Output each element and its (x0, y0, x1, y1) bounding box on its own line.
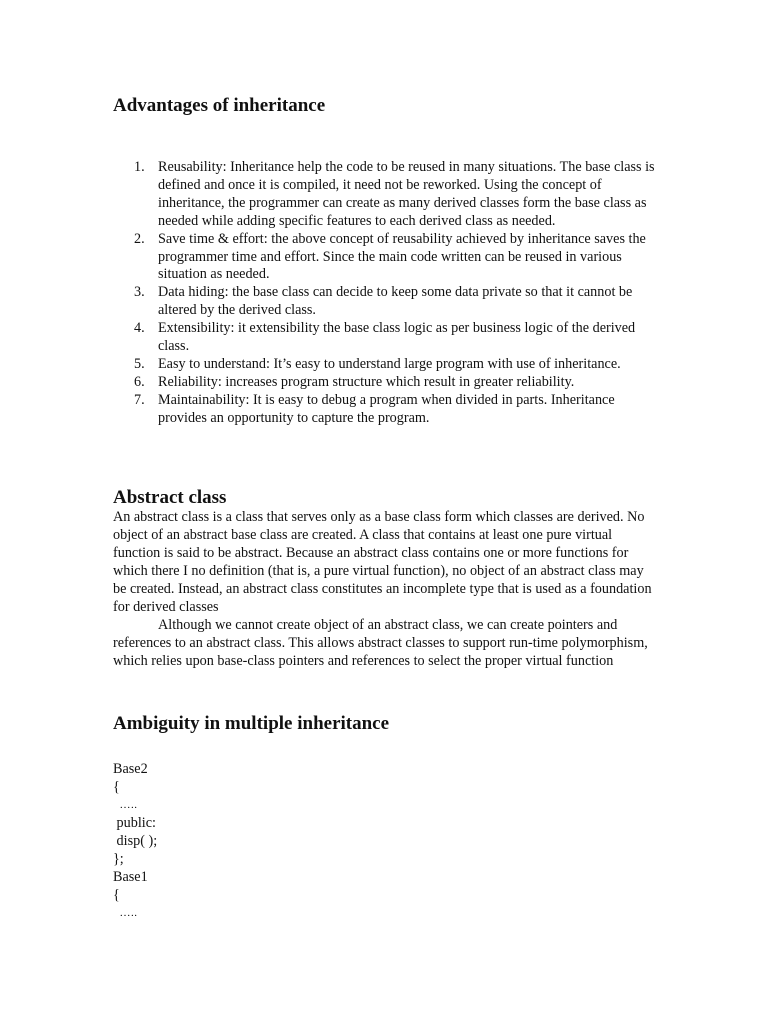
code-snippet (113, 760, 157, 922)
code-line: Base1 (113, 869, 148, 885)
abstract-paragraph-2: Although we cannot create object of an abstract class, we can create pointers and references to an abstract class. This allows abstract classes to support run-time polymorphism, which relies upon base-class pointers and references to select the proper virtual function (113, 617, 648, 669)
list-item (113, 392, 658, 428)
list-item-number: 1. (134, 159, 145, 175)
code-line: }; (113, 851, 124, 867)
heading-ambiguity-in-multiple-inheritance: Ambiguity in multiple inheritance (113, 713, 390, 734)
heading-abstract-class: Abstract class (113, 487, 227, 508)
list-item-text: Reliability: increases program structure which result in greater reliability. (158, 373, 575, 390)
list-item-number: 5. (134, 355, 145, 372)
list-item-number: 4. (134, 320, 145, 337)
list-item-number: 2. (134, 230, 145, 247)
list-item-text: Maintainability: It is easy to debug a program when divided in parts. Inheritance provides an opportunity to capture the program. (158, 391, 615, 426)
code-line: { (113, 887, 120, 903)
list-item (113, 284, 658, 320)
code-line: { (113, 779, 120, 795)
list-item (113, 374, 658, 392)
code-line: public: (113, 815, 156, 831)
code-line: disp( ); (113, 833, 158, 849)
list-item-text: Reusability: Inheritance help the code to be reused in many situations. The base class is defined and once it is compiled, it need not be reworked. Using the concept of inheritance, the programmer can create as many derived classes form the base class as needed while adding specific features to each derived class as needed. (158, 159, 655, 229)
list-item (113, 320, 658, 356)
list-item-number: 3. (134, 284, 145, 301)
code-line: ….. (113, 907, 138, 919)
list-item-text: Extensibility: it extensibility the base class logic as per business logic of the derived class. (158, 320, 636, 355)
code-line: ….. (113, 799, 138, 811)
list-item-text: Easy to understand: It’s easy to understand large program with use of inheritance. (158, 355, 621, 372)
list-item-number: 7. (134, 391, 145, 408)
list-item-text: Save time & effort: the above concept of reusability achieved by inheritance saves the programmer time and effort. Since the main code written can be reused in various situation as needed. (158, 230, 646, 283)
heading-advantages-of-inheritance: Advantages of inheritance (113, 95, 326, 116)
abstract-paragraph-1: An abstract class is a class that serves only as a base class form which classes are derived. No object of an abstract base class are created. A class that contains at least one pure virtual function is said to be abstract. Because an abstract class contains one or more functions for which there I no definition (that is, a pure virtual function), no object of an abstract class may be created. Instead, an abstract class constitutes an incomplete type that is used as a foundation for derived classes (113, 509, 652, 615)
list-item-text: Data hiding: the base class can decide to keep some data private so that it cannot be altered by the derived class. (158, 284, 633, 319)
advantages-list (113, 159, 658, 428)
list-item-number: 6. (134, 373, 145, 390)
list-item (113, 159, 658, 231)
list-item (113, 231, 658, 285)
code-line: Base2 (113, 761, 148, 777)
list-item (113, 356, 658, 374)
